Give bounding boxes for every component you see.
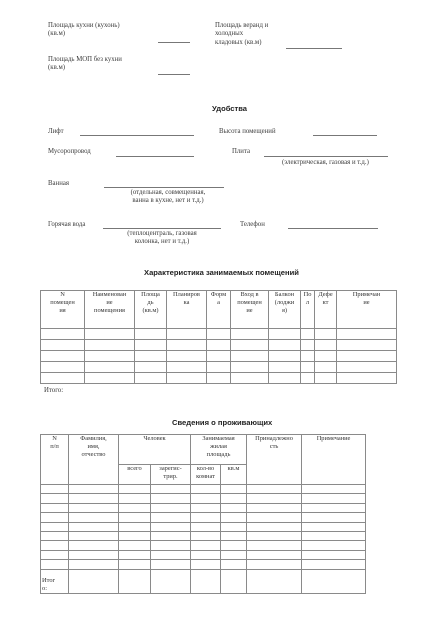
lift-label: Лифт [48, 128, 64, 135]
table-cell [221, 503, 247, 512]
table-row [41, 550, 366, 559]
table-cell [269, 340, 301, 351]
ceiling-height-label: Высота помещений [219, 128, 276, 135]
table-cell [231, 340, 269, 351]
table-cell [69, 522, 119, 531]
table-cell [167, 362, 207, 373]
table-cell [119, 513, 151, 522]
table-cell [231, 362, 269, 373]
table-cell [269, 362, 301, 373]
table-cell [119, 531, 151, 540]
table-cell [247, 531, 302, 540]
residents-sub-total: всего [119, 465, 151, 485]
table-cell [41, 560, 69, 569]
residents-heading: Сведения о проживающих [172, 418, 273, 427]
table-cell [302, 541, 366, 550]
table-cell [41, 522, 69, 531]
table-cell [221, 531, 247, 540]
residents-body [41, 485, 366, 570]
table-cell [315, 373, 337, 384]
table-cell [337, 340, 397, 351]
rooms-col-entrance: Вход в помещен ие [231, 291, 269, 329]
table-cell [302, 531, 366, 540]
residents-sub-rooms: кол-во комнат [191, 465, 221, 485]
residents-sub-registered: зарегис- трир. [151, 465, 191, 485]
table-cell [191, 560, 221, 569]
bath-line [104, 187, 224, 188]
table-cell [231, 329, 269, 340]
table-cell [41, 513, 69, 522]
table-cell [269, 373, 301, 384]
table-cell [41, 503, 69, 512]
residents-col-persons: Человек [119, 435, 191, 465]
rooms-col-layout: Планиров ка [167, 291, 207, 329]
mop-area-label: Площадь МОП без кухни (кв.м) [48, 56, 122, 72]
table-cell [207, 362, 231, 373]
table-cell [151, 531, 191, 540]
table-cell [221, 569, 247, 593]
table-cell [167, 373, 207, 384]
table-cell [69, 494, 119, 503]
table-cell [337, 373, 397, 384]
table-cell [301, 373, 315, 384]
table-cell [315, 362, 337, 373]
phone-label: Телефон [240, 221, 265, 228]
table-cell [41, 362, 85, 373]
table-row [41, 340, 397, 351]
rooms-col-floor: По л [301, 291, 315, 329]
table-row [41, 522, 366, 531]
mop-area-line [158, 74, 190, 75]
residents-total-row [41, 569, 366, 593]
table-cell [231, 373, 269, 384]
table-cell [41, 531, 69, 540]
residents-total-label: Итог о: [41, 569, 69, 593]
table-cell [41, 329, 85, 340]
stove-hint: (электрическая, газовая и т.д.) [282, 159, 369, 166]
table-cell [302, 522, 366, 531]
table-cell [167, 329, 207, 340]
table-cell [69, 541, 119, 550]
table-cell [151, 569, 191, 593]
table-cell [191, 485, 221, 494]
table-cell [221, 550, 247, 559]
table-cell [135, 351, 167, 362]
table-cell [221, 541, 247, 550]
table-cell [302, 560, 366, 569]
table-row [41, 503, 366, 512]
table-cell [119, 503, 151, 512]
phone-line [288, 228, 378, 229]
table-cell [41, 485, 69, 494]
hot-water-label: Горячая вода [48, 221, 86, 228]
rooms-body [41, 329, 397, 384]
table-cell [135, 329, 167, 340]
kitchen-area-line [158, 42, 190, 43]
bath-label: Ванная [48, 180, 69, 187]
table-cell [167, 340, 207, 351]
table-cell [302, 513, 366, 522]
table-cell [247, 503, 302, 512]
table-cell [315, 340, 337, 351]
table-cell [221, 560, 247, 569]
table-cell [151, 485, 191, 494]
table-cell [191, 494, 221, 503]
table-cell [247, 485, 302, 494]
table-cell [207, 373, 231, 384]
table-cell [207, 329, 231, 340]
table-cell [41, 494, 69, 503]
residents-col-belonging: Принадлежно сть [247, 435, 302, 485]
table-cell [119, 550, 151, 559]
table-cell [337, 351, 397, 362]
table-cell [231, 351, 269, 362]
table-cell [135, 340, 167, 351]
table-cell [247, 560, 302, 569]
table-cell [85, 340, 135, 351]
hot-water-line [103, 228, 221, 229]
table-cell [247, 569, 302, 593]
table-cell [221, 485, 247, 494]
rooms-col-form: Форм а [207, 291, 231, 329]
rooms-col-number: N помещен ия [41, 291, 85, 329]
rooms-table [40, 290, 397, 384]
amenities-heading: Удобства [212, 104, 248, 113]
table-cell [247, 494, 302, 503]
table-cell [247, 522, 302, 531]
residents-col-note: Примечание [302, 435, 366, 485]
table-row [41, 494, 366, 503]
residents-table [40, 434, 366, 594]
table-cell [191, 550, 221, 559]
table-cell [119, 541, 151, 550]
table-row [41, 362, 397, 373]
table-cell [221, 494, 247, 503]
table-cell [269, 351, 301, 362]
hot-water-hint: (теплоцентраль, газовая колонка, нет и т.д.) [127, 230, 197, 246]
residents-sub-sqm: кв.м [221, 465, 247, 485]
residents-col-area: Занимаемая жилая площадь [191, 435, 247, 465]
table-cell [191, 541, 221, 550]
table-cell [69, 560, 119, 569]
table-cell [247, 513, 302, 522]
table-cell [85, 373, 135, 384]
table-row [41, 485, 366, 494]
rooms-heading: Характеристика занимаемых помещений [144, 268, 299, 277]
table-cell [135, 362, 167, 373]
table-row [41, 329, 397, 340]
table-cell [41, 550, 69, 559]
table-cell [301, 351, 315, 362]
residents-col-name: Фамилия, имя, отчество [69, 435, 119, 485]
ceiling-height-line [313, 135, 377, 136]
table-cell [69, 531, 119, 540]
rooms-col-name: Наименован ие помещения [85, 291, 135, 329]
table-cell [191, 569, 221, 593]
table-cell [301, 329, 315, 340]
table-cell [85, 362, 135, 373]
garbage-chute-line [116, 156, 194, 157]
table-cell [191, 503, 221, 512]
kitchen-area-label: Площадь кухни (кухонь) (кв.м) [48, 22, 120, 38]
rooms-col-note: Примечан ие [337, 291, 397, 329]
table-cell [191, 522, 221, 531]
lift-line [80, 135, 194, 136]
table-cell [69, 485, 119, 494]
table-row [41, 373, 397, 384]
table-cell [301, 362, 315, 373]
table-cell [41, 340, 85, 351]
table-cell [337, 362, 397, 373]
table-cell [69, 503, 119, 512]
table-cell [302, 550, 366, 559]
table-cell [191, 513, 221, 522]
table-cell [207, 340, 231, 351]
residents-header-row [41, 435, 366, 465]
table-cell [119, 485, 151, 494]
table-cell [337, 329, 397, 340]
table-cell [302, 485, 366, 494]
table-cell [247, 550, 302, 559]
table-cell [41, 373, 85, 384]
table-row [41, 541, 366, 550]
veranda-area-label: Площадь веранд и холодных кладовых (кв.м) [215, 22, 269, 46]
table-cell [167, 351, 207, 362]
table-cell [69, 550, 119, 559]
table-cell [69, 513, 119, 522]
table-cell [41, 351, 85, 362]
rooms-col-area: Площа дь (кв.м) [135, 291, 167, 329]
table-cell [151, 550, 191, 559]
stove-label: Плита [232, 148, 251, 155]
table-cell [221, 513, 247, 522]
veranda-area-line [286, 48, 342, 49]
table-cell [302, 494, 366, 503]
table-row [41, 351, 397, 362]
table-cell [302, 569, 366, 593]
residents-col-number: N п/п [41, 435, 69, 485]
table-cell [191, 531, 221, 540]
rooms-col-balcony: Балкон (лоджи я) [269, 291, 301, 329]
table-cell [151, 522, 191, 531]
table-cell [85, 329, 135, 340]
table-cell [119, 522, 151, 531]
table-cell [315, 329, 337, 340]
table-cell [151, 513, 191, 522]
rooms-header-row [41, 291, 397, 329]
table-cell [315, 351, 337, 362]
table-cell [41, 541, 69, 550]
table-cell [85, 351, 135, 362]
bath-hint: (отдельная, совмещенная, ванна в кухне, нет и т.д.) [130, 189, 206, 205]
table-cell [135, 373, 167, 384]
rooms-col-defect: Дефе кт [315, 291, 337, 329]
table-cell [301, 340, 315, 351]
table-cell [221, 522, 247, 531]
table-cell [119, 569, 151, 593]
table-cell [119, 560, 151, 569]
table-cell [119, 494, 151, 503]
table-row [41, 513, 366, 522]
table-cell [151, 560, 191, 569]
table-cell [247, 541, 302, 550]
table-row [41, 560, 366, 569]
garbage-chute-label: Мусоропровод [48, 148, 91, 155]
table-row [41, 531, 366, 540]
table-cell [207, 351, 231, 362]
table-cell [151, 503, 191, 512]
table-cell [269, 329, 301, 340]
table-cell [151, 541, 191, 550]
table-cell [302, 503, 366, 512]
stove-line [264, 156, 388, 157]
table-cell [151, 494, 191, 503]
table-cell [69, 569, 119, 593]
rooms-total-label: Итого: [44, 387, 64, 394]
